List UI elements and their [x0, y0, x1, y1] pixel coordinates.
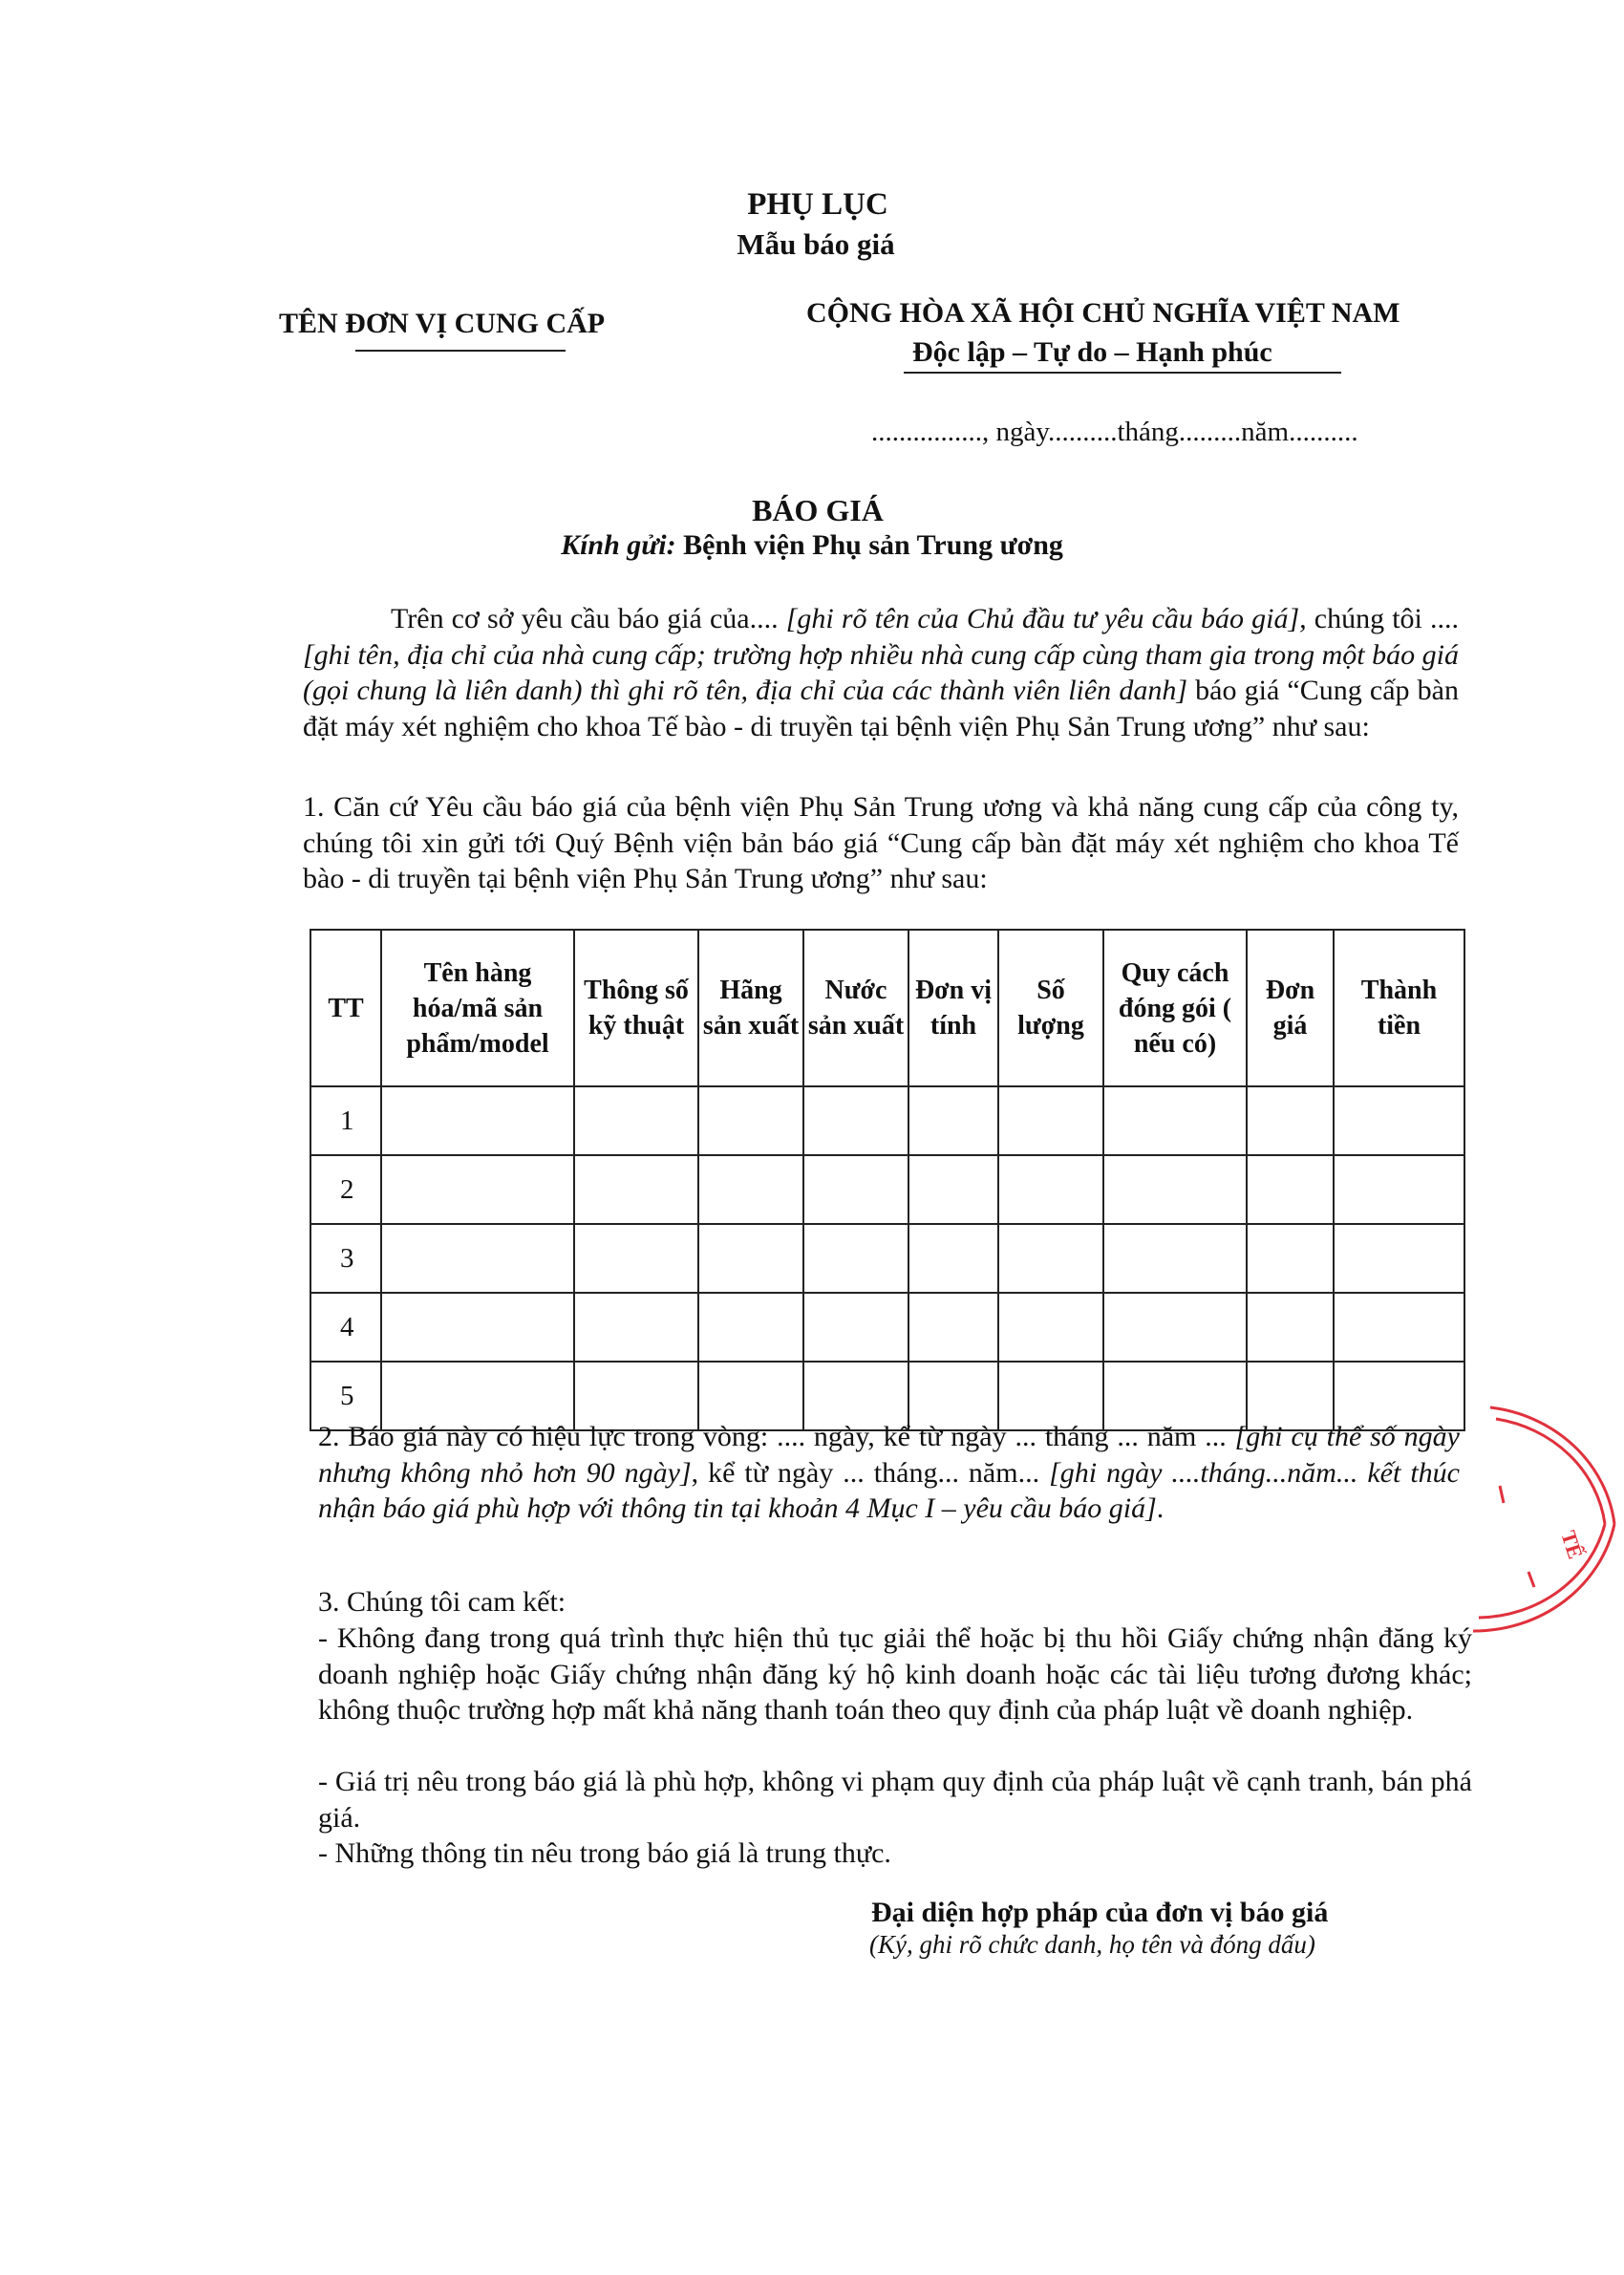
empty-cell	[698, 1224, 803, 1293]
header-cell: Tên hàng hóa/mã sản phẩm/model	[381, 930, 574, 1086]
row-number: 1	[310, 1086, 381, 1155]
empty-cell	[1103, 1155, 1247, 1224]
empty-cell	[908, 1086, 998, 1155]
recipient-line	[0, 529, 1624, 562]
empty-cell	[1334, 1155, 1464, 1224]
empty-cell	[574, 1155, 698, 1224]
supplier-name: TÊN ĐƠN VỊ CUNG CẤP	[279, 308, 606, 339]
header-cell: Đơn vị tính	[908, 930, 998, 1086]
header-cell: Quy cách đóng gói ( nếu có)	[1103, 930, 1247, 1086]
empty-cell	[998, 1155, 1103, 1224]
empty-cell	[908, 1293, 998, 1362]
empty-cell	[803, 1155, 908, 1224]
empty-cell	[1334, 1086, 1464, 1155]
item-2-text-a: 2. Báo giá này có hiệu lực trong vòng: .... ngày, kể từ ngày ... tháng ... năm ...	[318, 1421, 1235, 1452]
empty-cell	[998, 1293, 1103, 1362]
item-1-paragraph: 1. Căn cứ Yêu cầu báo giá của bệnh viện Phụ Sản Trung ương và khả năng cung cấp của công ty, chúng tôi xin gửi tới Quý Bệnh viện bản báo giá “Cung cấp bàn đặt máy xét nghiệm cho khoa Tế bào - di truyền tại bệnh viện Phụ Sản Trung ương” như sau:	[303, 791, 1459, 894]
empty-cell	[803, 1086, 908, 1155]
empty-cell	[698, 1086, 803, 1155]
recipient-label: Kính gửi:	[561, 529, 676, 561]
item-2-paragraph	[318, 1419, 1460, 1527]
empty-cell	[1103, 1086, 1247, 1155]
empty-cell	[1334, 1293, 1464, 1362]
empty-cell	[574, 1086, 698, 1155]
recipient-name: Bệnh viện Phụ sản Trung ương	[683, 529, 1063, 561]
empty-cell	[803, 1224, 908, 1293]
empty-cell	[908, 1155, 998, 1224]
row-number: 2	[310, 1155, 381, 1224]
empty-cell	[1334, 1224, 1464, 1293]
table-row	[310, 1224, 1464, 1293]
motto-underline	[904, 372, 1341, 374]
empty-cell	[1103, 1224, 1247, 1293]
signature-note: (Ký, ghi rõ chức danh, họ tên và đóng dấu)	[869, 1930, 1315, 1959]
row-number: 3	[310, 1224, 381, 1293]
intro-text-2: chúng tôi ....	[1306, 603, 1459, 634]
empty-cell	[998, 1224, 1103, 1293]
header-cell: Thành tiền	[1334, 930, 1464, 1086]
table-row	[310, 1086, 1464, 1155]
item-2-placeholder-a: [ghi cụ thể số ngày nhưng không nhỏ hơn 90 ngày]	[318, 1421, 1460, 1489]
national-motto: Độc lập – Tự do – Hạnh phúc	[912, 336, 1272, 368]
signature-title: Đại diện hợp pháp của đơn vị báo giá	[871, 1897, 1329, 1928]
empty-cell	[381, 1155, 574, 1224]
empty-cell	[1247, 1086, 1334, 1155]
intro-text-3: báo giá “Cung cấp bàn đặt máy xét nghiệm cho khoa Tế bào - di truyền tại bệnh viện Phụ Sản Trung ương” như sau:	[303, 675, 1459, 742]
red-stamp	[1471, 1390, 1624, 1648]
empty-cell	[381, 1086, 574, 1155]
empty-cell	[1247, 1224, 1334, 1293]
item-2-placeholder-b: [ghi ngày ....tháng...năm... kết thúc nhận báo giá phù hợp với thông tin tại khoản 4 Mục I – yêu cầu báo giá]	[318, 1456, 1460, 1524]
empty-cell	[381, 1224, 574, 1293]
table-header-row	[310, 930, 1464, 1086]
header-cell: Hãng sản xuất	[698, 930, 803, 1086]
commitment-3: - Những thông tin nêu trong báo giá là trung thực.	[318, 1837, 891, 1869]
item-2-text-c: .	[1156, 1492, 1165, 1524]
commitment-1: - Không đang trong quá trình thực hiện thủ tục giải thể hoặc bị thu hồi Giấy chứng nhận đăng ký doanh nghiệp hoặc Giấy chứng nhận đăng ký hộ kinh doanh hoặc các tài liệu tương đương khác; không thuộc trường hợp mất khả năng thanh toán theo quy định của pháp luật về doanh nghiệp.	[318, 1622, 1472, 1726]
empty-cell	[574, 1293, 698, 1362]
header-cell: Thông số kỹ thuật	[574, 930, 698, 1086]
row-number: 4	[310, 1293, 381, 1362]
intro-text-1: Trên cơ sở yêu cầu báo giá của....	[391, 603, 786, 634]
empty-cell	[998, 1086, 1103, 1155]
appendix-subtitle: Mẫu báo giá	[737, 227, 895, 261]
intro-paragraph	[303, 601, 1459, 744]
empty-cell	[803, 1293, 908, 1362]
header-cell: Đơn giá	[1247, 930, 1334, 1086]
intro-placeholder-1: [ghi rõ tên của Chủ đầu tư yêu cầu báo giá],	[785, 603, 1307, 634]
stamp-text: TẾ	[1556, 1527, 1589, 1562]
table-row	[310, 1155, 1464, 1224]
commitment-2: - Giá trị nêu trong báo giá là phù hợp, không vi phạm quy định của pháp luật về cạnh tranh, bán phá giá.	[318, 1766, 1472, 1834]
republic-heading: CỘNG HÒA XÃ HỘI CHỦ NGHĨA VIỆT NAM	[806, 297, 1400, 329]
empty-cell	[1247, 1155, 1334, 1224]
empty-cell	[1103, 1293, 1247, 1362]
item-2-text-b: , kể từ ngày ... tháng... năm...	[691, 1456, 1050, 1489]
item-3-title: 3. Chúng tôi cam kết:	[318, 1586, 566, 1618]
empty-cell	[574, 1224, 698, 1293]
quote-table	[310, 929, 1465, 1431]
intro-placeholder-2: [ghi tên, địa chỉ của nhà cung cấp; trường hợp nhiều nhà cung cấp cùng tham gia trong một báo giá (gọi chung là liên danh) thì ghi rõ tên, địa chỉ của các thành viên liên danh]	[303, 638, 1459, 706]
empty-cell	[381, 1293, 574, 1362]
empty-cell	[698, 1155, 803, 1224]
document-title: BÁO GIÁ	[752, 493, 884, 527]
date-line: ................, ngày..........tháng.........năm..........	[871, 417, 1358, 447]
header-cell: Số lượng	[998, 930, 1103, 1086]
supplier-underline	[355, 350, 566, 352]
empty-cell	[1247, 1293, 1334, 1362]
header-cell: TT	[310, 930, 381, 1086]
header-cell: Nước sản xuất	[803, 930, 908, 1086]
appendix-title: PHỤ LỤC	[747, 187, 888, 222]
row-number: 5	[310, 1362, 381, 1430]
empty-cell	[908, 1224, 998, 1293]
table-row	[310, 1293, 1464, 1362]
empty-cell	[698, 1293, 803, 1362]
